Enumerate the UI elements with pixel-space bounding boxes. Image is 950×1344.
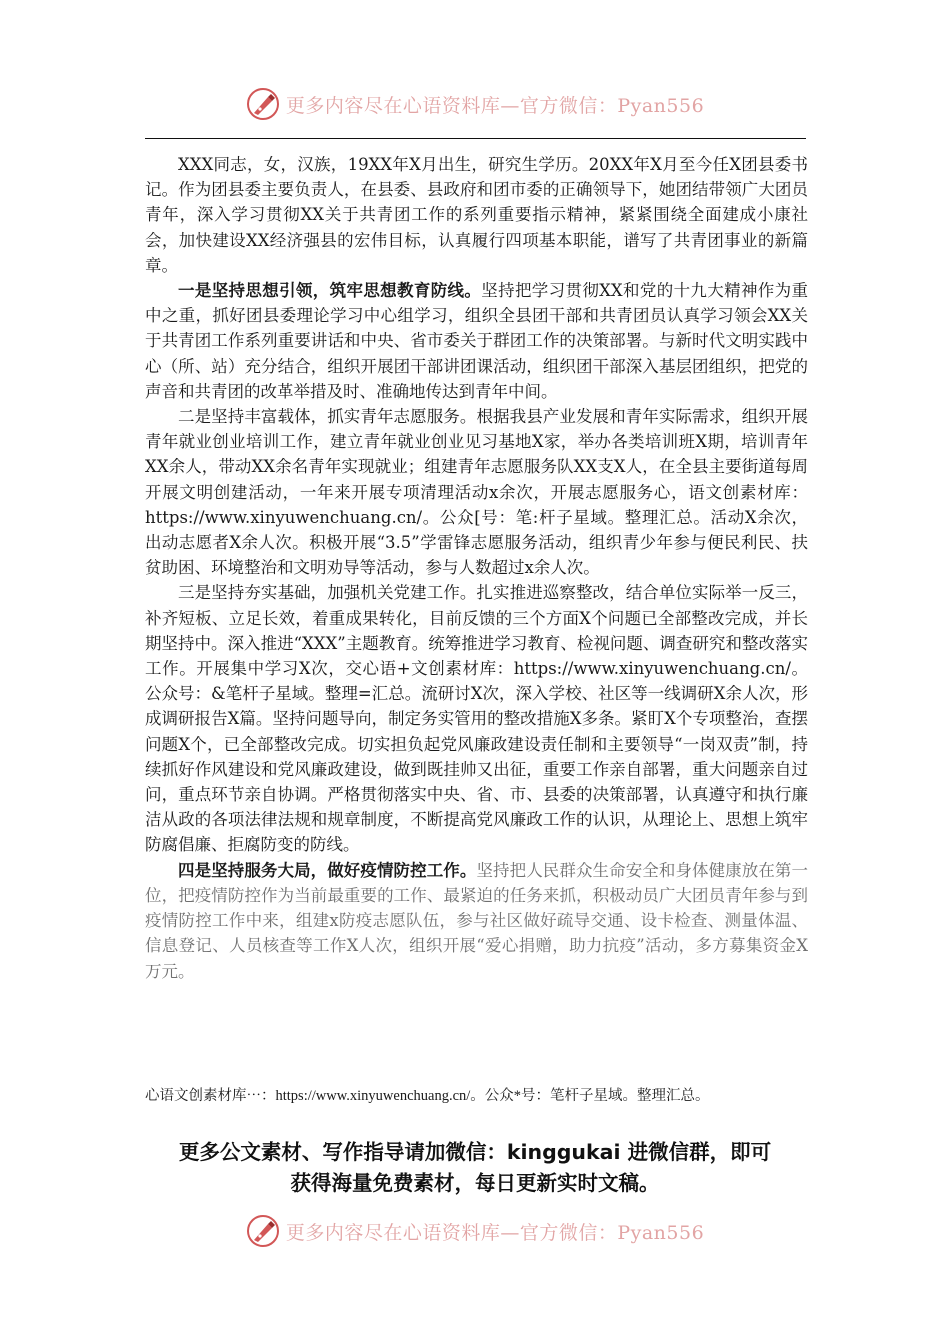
- section-heading: 四是坚持服务大局，做好疫情防控工作。: [178, 860, 477, 880]
- paragraph-intro: [145, 152, 808, 278]
- pen-nib-icon: [246, 87, 280, 121]
- pen-nib-icon: [246, 1214, 280, 1248]
- section-heading: 一是坚持思想引领，筑牢思想教育防线。: [178, 281, 482, 301]
- footer-brand-text: 更多内容尽在心语资料库—官方微信：Pyan556: [285, 1221, 705, 1244]
- header-divider: [145, 138, 806, 139]
- paragraph-text: 三是坚持夯实基础，加强机关党建工作。扎实推进巡察整改，结合单位实际举一反三，补齐短板、立足长效，着重成果转化，目前反馈的三个方面X个问题已全部整改完成，并长期坚持中。深入推进“XXX”主题教育。统筹推进学习教育、检视问题、调查研究和整改落实工作。开展集中学习X次，交心语+文创素材库：https://www.xinyuwenchuang.cn/。公众号：&笔杆子星域。整理=汇总。流研讨X次，深入学校、社区等一线调研X余人次，形成调研报告X篇。坚持问题导向，制定务实管用的整改措施X多条。紧盯X个专项整治，查摆问题X个，已全部整改完成。切实担负起党风廉政建设责任制和主要领导“一岗双责”制，持续抓好作风建设和党风廉政建设，做到既挂帅又出征，重要工作亲自部署，重大问题亲自过问，重点环节亲自协调。严格贯彻落实中央、省、市、县委的决策部署，认真遵守和执行廉洁从政的各项法律法规和规章制度，不断提高党风廉政工作的认识，从理论上、思想上筑牢防腐倡廉、拒腐防变的防线。: [145, 583, 808, 855]
- source-note: 心语文创素材库⋯：https://www.xinyuwenchuang.cn/。公众*号：笔杆子星域。整理汇总。: [145, 1088, 710, 1104]
- paragraph-section-3: [145, 580, 808, 857]
- paragraph-section-4: [145, 858, 808, 984]
- paragraph-text: 坚持把人民群众生命安全和身体健康放在第一位，把疫情防控作为当前最重要的工作、最紧迫的任务来抓，积极动员广大团员青年参与到疫情防控工作中来，组建x防疫志愿队伍，参与社区做好疏导交通、设卡检查、测量体温、信息登记、人员核查等工作X人次，组织开展“爱心捐赠，助力抗疫”活动，多方募集资金X万元。: [145, 860, 809, 981]
- paragraph-text: 坚持把学习贯彻XX和党的十九大精神作为重中之重，抓好团县委理论学习中心组学习，组织全县团干部和共青团员认真学习领会XX关于共青团工作系列重要讲话和中央、省市委关于群团工作的决策部署。与新时代文明实践中心（所、站）充分结合，组织开展团干部讲团课活动，组织团干部深入基层团组织，把党的声音和共青团的改革举措及时、准确地传达到青年中间。: [145, 281, 808, 401]
- header-brand-text: 更多内容尽在心语资料库—官方微信：Pyan556: [285, 94, 705, 117]
- promo-line-2: 获得海量免费素材，每日更新实时文稿。: [290, 1171, 660, 1195]
- promo-banner: [100, 1137, 850, 1199]
- document-body: [145, 152, 808, 984]
- paragraph-text: XXX同志，女，汉族，19XX年X月出生，研究生学历。20XX年X月至今任X团县委书记。作为团县委主要负责人，在县委、县政府和团市委的正确领导下，她团结带领广大团员青年，深入学习贯彻XX关于共青团工作的系列重要指示精神，紧紧围绕全面建成小康社会，加快建设XX经济强县的宏伟目标，认真履行四项基本职能，谱写了共青团事业的新篇章。: [145, 155, 808, 275]
- paragraph-text: 二是坚持丰富载体，抓实青年志愿服务。根据我县产业发展和青年实际需求，组织开展青年就业创业培训工作，建立青年就业创业见习基地X家，举办各类培训班X期，培训青年XX余人，带动XX余名青年实现就业；组建青年志愿服务队XX支X人，在全县主要街道每周开展文明创建活动，一年来开展专项清理活动x余次，开展志愿服务心，语文创素材库：https://www.xinyuwenchuang.cn/。公众[号：笔:杆子星域。整理汇总。活动X余次，出动志愿者X余人次。积极开展“3.5”学雷锋志愿服务活动，组织青少年参与便民利民、扶贫助困、环境整治和文明劝导等活动，参与人数超过x余人次。: [145, 407, 808, 578]
- paragraph-section-2: [145, 404, 808, 580]
- promo-line-1: 更多公文素材、写作指导请加微信：kinggukai 进微信群，即可: [178, 1140, 772, 1164]
- page-header: [0, 86, 950, 122]
- paragraph-section-1: [145, 278, 808, 404]
- page-footer: [0, 1213, 950, 1249]
